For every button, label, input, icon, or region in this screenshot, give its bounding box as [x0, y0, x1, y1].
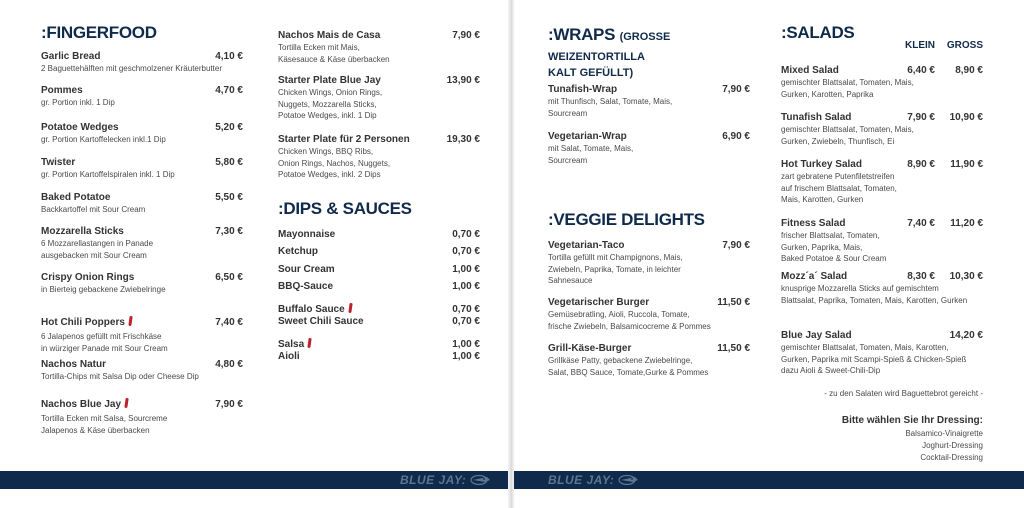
menu-item-row — [278, 264, 480, 275]
brand-logo-text-right: BLUE JAY: — [548, 473, 615, 487]
menu-item-price-large: 11,90 € — [950, 159, 983, 170]
menu-item-name: BBQ-Sauce — [278, 281, 334, 292]
menu-item-name: Grill-Käse-Burger — [548, 343, 632, 354]
item-description: frischer Blattsalat, Tomaten, Gurken, Paprika, Mais, Baked Potatoe & Sour Cream — [781, 231, 887, 263]
menu-item-row — [548, 343, 750, 354]
menu-item-price: 7,90 € — [215, 399, 243, 410]
chili-icon — [348, 303, 352, 313]
menu-page-right — [514, 0, 1024, 508]
item-description: Tortilla Ecken mit Mais, Käsesauce & Käse überbacken — [278, 43, 390, 64]
menu-item-prices — [887, 218, 983, 229]
menu-item — [41, 272, 243, 296]
menu-item-row — [781, 218, 983, 229]
menu-item-row — [41, 85, 243, 96]
menu-item-name: Tunafish Salad — [781, 112, 852, 123]
item-description: gr. Portion Kartoffelspiralen inkl. 1 Dip — [41, 170, 175, 179]
menu-item-price: 1,00 € — [452, 351, 480, 362]
dressing-title: Bitte wählen Sie Ihr Dressing: — [841, 415, 983, 426]
menu-item — [278, 351, 480, 362]
menu-item-name-wrap — [41, 312, 132, 330]
menu-item-name: Blue Jay Salad — [781, 330, 852, 341]
menu-item-prices — [887, 159, 983, 170]
item-description: zart gebratene Putenfiletstreifen auf frischem Blattsalat, Tomaten, Mais, Karotten, Gurken — [781, 172, 897, 204]
menu-item-price: 7,90 € — [452, 30, 480, 41]
menu-item-price: 7,30 € — [215, 226, 243, 237]
menu-item-price-small: 8,90 € — [907, 159, 935, 170]
menu-item-name: Salsa — [278, 339, 305, 350]
wraps-subtitle: (GROSSE WEIZENTORTILLA — [548, 31, 671, 63]
brand-logo-right — [548, 472, 639, 488]
menu-item-name: Sour Cream — [278, 264, 335, 275]
menu-item-row — [41, 192, 243, 203]
menu-page-left — [0, 0, 510, 508]
menu-item-row — [278, 246, 480, 257]
menu-item-name: Fitness Salad — [781, 218, 846, 229]
menu-item-price: 0,70 € — [452, 316, 480, 327]
item-description: 2 Baguettehälften mit geschmolzener Kräuterbutter — [41, 64, 222, 73]
menu-item-price: 4,10 € — [215, 51, 243, 62]
item-description: gemischter Blattsalat, Tomaten, Mais, Karotten, Gurken, Paprika mit Scampi-Spieß & Chicken-Spieß dazu Aioli & Sweet-Chili-Dip — [781, 343, 967, 375]
menu-item — [278, 316, 480, 327]
brand-logo — [400, 472, 491, 488]
menu-item-name: Vegetarian-Taco — [548, 240, 625, 251]
menu-item-name: Tunafish-Wrap — [548, 84, 618, 95]
menu-item-name: Vegetarischer Burger — [548, 297, 650, 308]
menu-item — [278, 299, 480, 317]
menu-item — [781, 159, 983, 206]
menu-item-row — [781, 112, 983, 123]
menu-item-name: Pommes — [41, 85, 83, 96]
menu-item-row — [41, 226, 243, 237]
wraps-title-main: :WRAPS — [548, 25, 616, 44]
brand-logo-text: BLUE JAY: — [400, 473, 467, 487]
menu-item-price-small: 8,30 € — [907, 271, 935, 282]
menu-item-name: Baked Potatoe — [41, 192, 111, 203]
menu-item — [548, 343, 750, 378]
chili-icon — [128, 316, 132, 326]
menu-item — [781, 112, 983, 147]
menu-item-price: 5,80 € — [215, 157, 243, 168]
menu-item — [278, 264, 480, 275]
menu-item-name-wrap — [278, 299, 352, 317]
menu-item-price-small: 7,40 € — [907, 218, 935, 229]
menu-item-price: 0,70 € — [452, 229, 480, 240]
item-description: gemischter Blattsalat, Tomaten, Mais, Gurken, Zwiebeln, Thunfisch, Ei — [781, 125, 914, 146]
menu-item-price: 0,70 € — [452, 246, 480, 257]
menu-item-row — [278, 281, 480, 292]
menu-item-prices — [935, 330, 983, 341]
menu-item-row — [781, 159, 983, 170]
menu-item-price-large: 11,20 € — [950, 218, 983, 229]
menu-item-price: 11,50 € — [717, 297, 750, 308]
menu-item — [278, 30, 480, 65]
menu-item — [548, 297, 750, 332]
menu-item — [41, 312, 243, 354]
item-description: in Bierteig gebackene Zwiebelringe — [41, 285, 166, 294]
menu-item — [41, 192, 243, 216]
menu-item — [41, 51, 243, 75]
wraps-title — [548, 26, 750, 66]
menu-item-row — [278, 299, 480, 317]
menu-item — [548, 131, 750, 166]
menu-item — [278, 334, 480, 352]
item-description: Grillkäse Patty, gebackene Zwiebelringe, Salat, BBQ Sauce, Tomate,Gurke & Pommes — [548, 356, 709, 377]
menu-item-price: 1,00 € — [452, 339, 480, 350]
menu-item-price-small: 7,90 € — [907, 112, 935, 123]
menu-item-name: Starter Plate Blue Jay — [278, 75, 381, 86]
item-description: Tortilla Ecken mit Salsa, Sourcreme Jalapenos & Käse überbacken — [41, 414, 168, 435]
salad-size-header — [887, 40, 983, 51]
dips-title: :DIPS & SAUCES — [278, 199, 412, 218]
menu-item-name: Nachos Mais de Casa — [278, 30, 381, 41]
menu-item-name: Mixed Salad — [781, 65, 839, 76]
menu-item-name: Vegetarian-Wrap — [548, 131, 627, 142]
menu-item-price: 5,20 € — [215, 122, 243, 133]
item-description: knusprige Mozzarella Sticks auf gemischtem Blattsalat, Paprika, Tomaten, Mais, Karotten, Gurken — [781, 284, 968, 305]
menu-item-price: 0,70 € — [452, 304, 480, 315]
veggie-column — [548, 210, 750, 377]
item-description: mit Thunfisch, Salat, Tomate, Mais, Sourcream — [548, 97, 673, 118]
chili-icon — [124, 398, 128, 408]
menu-item-row — [41, 359, 243, 370]
menu-item — [781, 271, 983, 306]
menu-item-price: 14,20 € — [949, 330, 983, 341]
menu-item-price: 5,50 € — [215, 192, 243, 203]
footer-margin-right — [514, 489, 1024, 508]
menu-item-name: Sweet Chili Sauce — [278, 316, 364, 327]
menu-item — [41, 226, 243, 261]
menu-item-name-wrap — [278, 334, 311, 352]
size-klein-label: KLEIN — [905, 40, 935, 51]
salads-title: :SALADS — [781, 23, 855, 42]
fingerfood-title: :FINGERFOOD — [41, 23, 157, 42]
menu-item-row — [278, 134, 480, 145]
item-description: 6 Mozzarellastangen in Panade ausgebacken mit Sour Cream — [41, 239, 154, 260]
item-description: Chicken Wings, BBQ Ribs, Onion Rings, Nachos, Nuggets, Potatoe Wedges, inkl. 2 Dips — [278, 147, 391, 179]
menu-item-price: 19,30 € — [446, 134, 480, 145]
menu-item-price-large: 10,30 € — [949, 271, 983, 282]
item-description: gr. Portion Kartoffelecken inkl.1 Dip — [41, 135, 166, 144]
menu-item-row — [278, 30, 480, 41]
footer-margin — [0, 489, 510, 508]
menu-item — [41, 85, 243, 109]
menu-item-row — [41, 122, 243, 133]
menu-item-name-wrap — [41, 394, 128, 412]
bird-icon — [617, 474, 639, 486]
menu-item — [41, 122, 243, 146]
dressing-option: Cocktail-Dressing — [920, 453, 983, 462]
fingerfood-column — [41, 23, 243, 435]
menu-item-name: Potatoe Wedges — [41, 122, 119, 133]
chili-icon — [307, 338, 311, 348]
menu-item — [41, 394, 243, 436]
item-description: Chicken Wings, Onion Rings, Nuggets, Mozzarella Sticks, Potatoe Wedges, inkl. 1 Dip — [278, 88, 383, 120]
dips-column — [278, 199, 480, 362]
menu-item-row — [548, 131, 750, 142]
menu-item — [548, 84, 750, 119]
menu-item-name: Mozzarella Sticks — [41, 226, 124, 237]
menu-item-price: 6,50 € — [215, 272, 243, 283]
menu-item-row — [278, 351, 480, 362]
menu-item-row — [278, 75, 480, 86]
menu-item — [548, 240, 750, 287]
menu-item-row — [41, 394, 243, 412]
menu-item-row — [781, 330, 983, 341]
dressing-list — [905, 428, 983, 464]
item-description: mit Salat, Tomate, Mais, Sourcream — [548, 144, 634, 165]
menu-item — [41, 359, 243, 383]
menu-item-row — [278, 229, 480, 240]
menu-item-name: Hot Turkey Salad — [781, 159, 862, 170]
menu-item-prices — [887, 112, 983, 123]
menu-item-name: Twister — [41, 157, 76, 168]
menu-item-row — [41, 312, 243, 330]
menu-item — [278, 75, 480, 122]
menu-item-name: Garlic Bread — [41, 51, 101, 62]
menu-item — [41, 157, 243, 181]
item-description: Tortilla gefüllt mit Champignons, Mais, Zwiebeln, Paprika, Tomate, in leichter Sahnesauce — [548, 253, 683, 285]
menu-item — [278, 281, 480, 292]
menu-item-price: 13,90 € — [446, 75, 480, 86]
menu-item-price: 4,80 € — [215, 359, 243, 370]
item-description: gemischter Blattsalat, Tomaten, Mais, Gurken, Karotten, Paprika — [781, 78, 914, 99]
menu-item-price: 1,00 € — [452, 264, 480, 275]
menu-item-price: 11,50 € — [717, 343, 750, 354]
menu-item-row — [41, 51, 243, 62]
menu-item-price: 6,90 € — [722, 131, 750, 142]
menu-item-name: Nachos Natur — [41, 359, 107, 370]
menu-item — [278, 229, 480, 240]
menu-item-row — [278, 334, 480, 352]
menu-item-name: Ketchup — [278, 246, 318, 257]
menu-item-price: 7,90 € — [722, 240, 750, 251]
menu-item-name: Aioli — [278, 351, 300, 362]
menu-item-price-small: 6,40 € — [907, 65, 935, 76]
menu-item-row — [548, 240, 750, 251]
menu-item-price-large: 10,90 € — [949, 112, 983, 123]
menu-item-prices — [887, 271, 983, 282]
menu-item-row — [278, 316, 480, 327]
menu-item-row — [548, 84, 750, 95]
size-gross-label: GROSS — [946, 40, 983, 51]
item-description: Gemüsebratling, Aioli, Ruccola, Tomate, frische Zwiebeln, Balsamicocreme & Pommes — [548, 310, 711, 331]
menu-item-price: 7,40 € — [215, 317, 243, 328]
item-description: Tortilla-Chips mit Salsa Dip oder Cheese Dip — [41, 372, 199, 381]
menu-item — [781, 65, 983, 100]
item-description: 6 Jalapenos gefüllt mit Frischkäse in würziger Panade mit Sour Cream — [41, 332, 168, 353]
dressing-option: Joghurt-Dressing — [922, 441, 983, 450]
menu-item-name: Hot Chili Poppers — [41, 317, 125, 328]
menu-item-row — [781, 271, 983, 282]
menu-item-price: 4,70 € — [215, 85, 243, 96]
dressing-option: Balsamico-Vinaigrette — [905, 429, 983, 438]
wraps-column — [548, 25, 750, 165]
item-description: Backkartoffel mit Sour Cream — [41, 205, 146, 214]
menu-item — [781, 218, 983, 265]
item-description: gr. Portion inkl. 1 Dip — [41, 98, 115, 107]
menu-item-name: Crispy Onion Rings — [41, 272, 135, 283]
menu-item — [781, 330, 983, 377]
menu-item-prices — [887, 65, 983, 76]
salads-column — [781, 23, 983, 462]
menu-item-name: Mayonnaise — [278, 229, 336, 240]
menu-item-row — [41, 272, 243, 283]
menu-item-row — [781, 65, 983, 76]
salad-bread-note: - zu den Salaten wird Baguettebrot gereicht - — [824, 389, 983, 398]
bird-icon — [469, 474, 491, 486]
menu-item-price: 7,90 € — [722, 84, 750, 95]
menu-item-name: Mozz´a´ Salad — [781, 271, 848, 282]
menu-item-name: Buffalo Sauce — [278, 304, 345, 315]
menu-item-price: 1,00 € — [452, 281, 480, 292]
menu-item-name: Nachos Blue Jay — [41, 399, 122, 410]
wraps-subtitle-2: KALT GEFÜLLT) — [548, 67, 634, 79]
menu-item — [278, 134, 480, 181]
menu-item-row — [41, 157, 243, 168]
menu-item — [278, 246, 480, 257]
menu-item-row — [548, 297, 750, 308]
veggie-title: :VEGGIE DELIGHTS — [548, 210, 705, 229]
menu-item-name: Starter Plate für 2 Personen — [278, 134, 410, 145]
menu-item-price-large: 8,90 € — [955, 65, 983, 76]
